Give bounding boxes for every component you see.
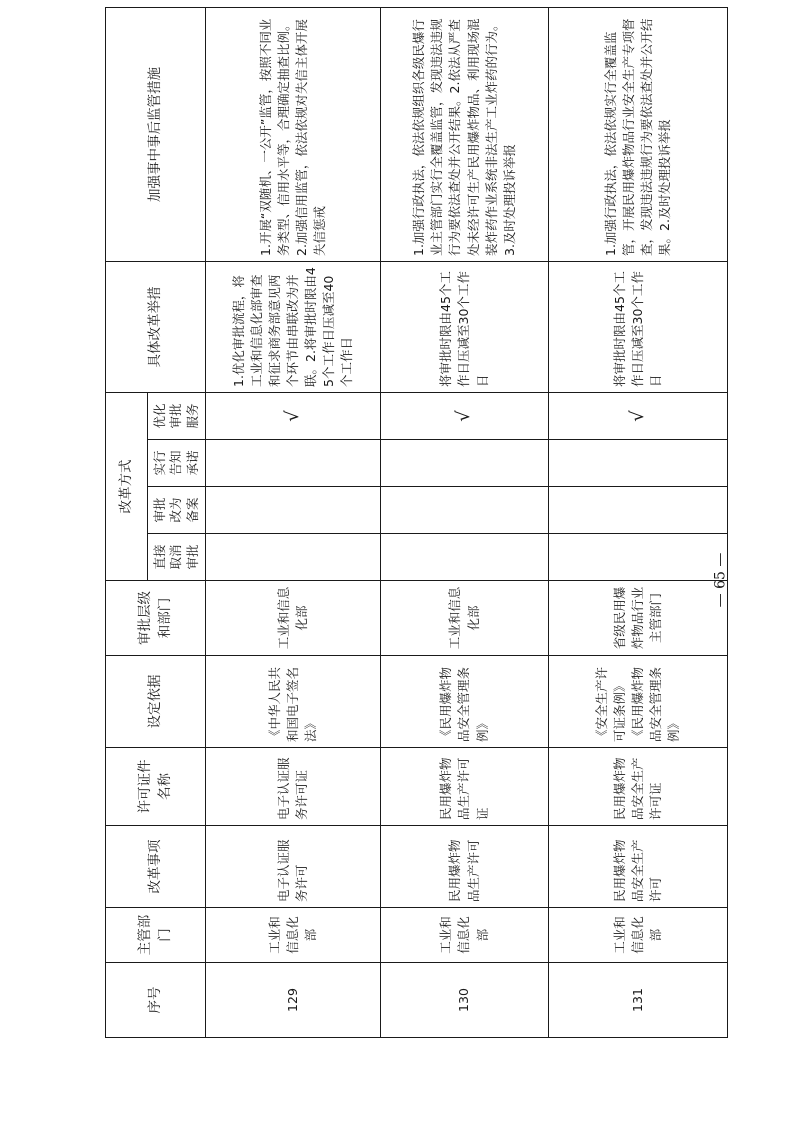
cell-method-cancel — [381, 534, 549, 581]
header-methods: 改革方式 — [106, 393, 148, 581]
cell-supervision: 1.加强行政执法，依法依规组织各级民爆行业主管部门实行全覆盖监管，发现违法违规行为要依法查处并公开结果。2.依法从严查处未经许可生产民用爆炸物品、利用现场混装炸药作业系统非法生产工业炸药的行为。3.及时处理投诉举报 — [381, 8, 549, 262]
table-row — [206, 8, 381, 1038]
header-item: 改革事项 — [106, 826, 206, 908]
cell-dept: 工业和信息化部 — [549, 908, 728, 963]
cell-index: 130 — [381, 963, 549, 1038]
header-row — [106, 8, 148, 1038]
cell-method-optimize: √ — [549, 393, 728, 440]
rotated-page-content — [105, 18, 727, 1038]
cell-dept: 工业和信息化部 — [381, 908, 549, 963]
header-method-notify: 实行告知承诺 — [148, 440, 206, 487]
table-row — [549, 8, 728, 1038]
cell-measures: 1.优化审批流程，将工业和信息化部审查和征求商务部意见两个环节由串联改为并联。2.将审批时限由45个工作日压减至40个工作日 — [206, 262, 381, 393]
cell-method-notify — [549, 440, 728, 487]
cell-supervision: 1.开展“双随机、一公开”监管，按照不同业务类型、信用水平等，合理确定抽查比例。2.加强信用监管，依法依规对失信主体开展失信惩戒 — [206, 8, 381, 262]
cell-item: 民用爆炸物品安全生产许可 — [549, 826, 728, 908]
page-number-text: — 65 — — [712, 552, 728, 608]
header-measures: 具体改革举措 — [106, 262, 206, 393]
cell-method-optimize: √ — [206, 393, 381, 440]
cell-dept: 工业和信息化部 — [206, 908, 381, 963]
reform-items-table — [105, 7, 728, 1038]
header-basis: 设定依据 — [106, 656, 206, 748]
cell-license: 民用爆炸物品安全生产许可证 — [549, 748, 728, 826]
cell-supervision: 1.加强行政执法，依法依规实行全覆盖监管，开展民用爆炸物品行业安全生产专项督查，发现违法违规行为要依法查处并公开结果。2.及时处理投诉举报 — [549, 8, 728, 262]
cell-basis: 《中华人民共和国电子签名法》 — [206, 656, 381, 748]
header-method-optimize: 优化审批服务 — [148, 393, 206, 440]
header-index: 序号 — [106, 963, 206, 1038]
cell-item: 民用爆炸物品生产许可 — [381, 826, 549, 908]
header-method-cancel: 直接取消审批 — [148, 534, 206, 581]
cell-method-optimize: √ — [381, 393, 549, 440]
cell-license: 民用爆炸物品生产许可证 — [381, 748, 549, 826]
cell-index: 131 — [549, 963, 728, 1038]
cell-measures: 将审批时限由45个工作日压减至30个工作日 — [381, 262, 549, 393]
cell-basis: 《安全生产许可证条例》《民用爆炸物品安全管理条例》 — [549, 656, 728, 748]
header-supervision: 加强事中事后监管措施 — [106, 8, 206, 262]
cell-basis: 《民用爆炸物品安全管理条例》 — [381, 656, 549, 748]
header-method-filing: 审批改为备案 — [148, 487, 206, 534]
cell-method-filing — [381, 487, 549, 534]
cell-license: 电子认证服务许可证 — [206, 748, 381, 826]
page-number — [705, 540, 735, 620]
header-level: 审批层级和部门 — [106, 581, 206, 656]
header-license: 许可证件名称 — [106, 748, 206, 826]
cell-method-notify — [381, 440, 549, 487]
cell-method-filing — [206, 487, 381, 534]
cell-level: 工业和信息化部 — [206, 581, 381, 656]
cell-method-cancel — [206, 534, 381, 581]
cell-method-cancel — [549, 534, 728, 581]
cell-level: 省级民用爆炸物品行业主管部门 — [549, 581, 728, 656]
cell-method-filing — [549, 487, 728, 534]
cell-measures: 将审批时限由45个工作日压减至30个工作日 — [549, 262, 728, 393]
cell-index: 129 — [206, 963, 381, 1038]
cell-method-notify — [206, 440, 381, 487]
cell-level: 工业和信息化部 — [381, 581, 549, 656]
cell-item: 电子认证服务许可 — [206, 826, 381, 908]
header-dept: 主管部门 — [106, 908, 206, 963]
table-row — [381, 8, 549, 1038]
